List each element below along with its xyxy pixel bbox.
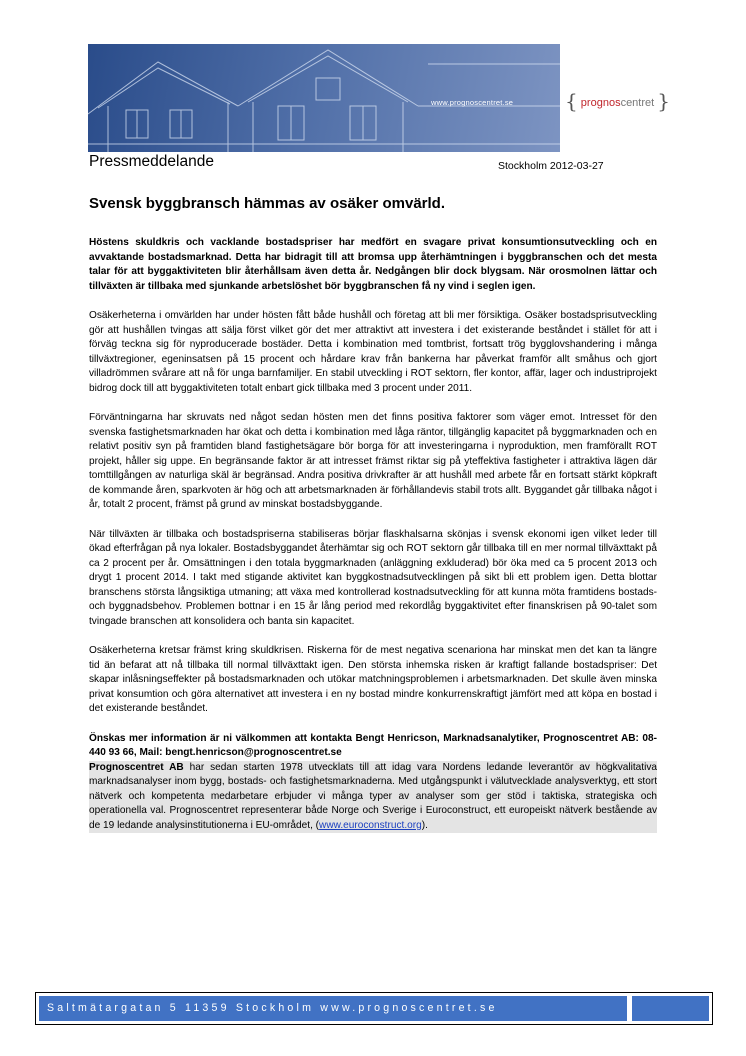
header-banner: [88, 44, 560, 152]
paragraph-3: När tillväxten är tillbaka och bostadspriserna stabiliseras börjar flaskhalsarna skönjas i svensk ekonomi igen vilket leder till ökad efterfrågan på nya lokaler. Bostadsbyggandet återhämtar sig och ROT sektorn går tillbaka till en mer normal tillväxttakt på ca 2 procent per år. Omsättningen i den totala byggmarknaden (anläggning exkluderad) bör öka med ca 5 procent 2013 och drygt 1 procent 2014. I takt med stigande aktivitet kan byggkostnadsutvecklingen på sikt bli ett problem igen. Detta blottar branschens största långsiktiga utmaning; att växa med kontrollerad kostnadsutveckling för att kunna möta framtidens bostads- och byggnadsbehov. Problemen bottnar i en 15 år lång period med rekordlåg byggaktivitet efter finanskrisen på 90-talet som tvingade branschen att konsolidera och banta sin kapacitet.: [89, 528, 657, 627]
about-end: ).: [421, 819, 428, 831]
paragraph-2: Förväntningarna har skruvats ned något sedan hösten men det finns positiva faktorer som väger emot. Intresset för den svenska fastighetsmarknaden har ökat och detta i kombination med låga räntor, tillgänglig kapacitet på byggmarknaden och en relativt positiv syn på framtiden bland fastighetsägare bör borga för att investeringarna i nyproduktion, men framförallt ROT projekt, håller sig uppe. En begränsande faktor är att intresset främst riktar sig på yteffektiva fastigheter i attraktiva lägen där tomttillgången av naturliga skäl är begränsad. Andra positiva drivkrafter är att hushåll med arbete får en fortsatt stärkt köpkraft de kommande åren, sparkvoten är hög och att arbetsmarknaden är förhållandevis stabil trots allt. Byggandet går tillbaka något i år, totalt 2 procent, främst på grund av minskat bostadsbyggande.: [89, 412, 657, 510]
footer-address: Saltmätargatan 5 11359 Stockholm www.prognoscentret.se: [39, 996, 627, 1021]
paragraph-4: Osäkerheterna kretsar främst kring skuldkrisen. Riskerna för de mest negativa scenariona har minskat men det kan ta längre tid än befarat att nå tillbaka till normal tillväxttakt igen. Den största inhemska risken är kraftigt fallande bostadspriser: Det skapar inlåsningseffekter på bostadsmarknaden och utökar matchningsproblemen i arbetsmarknaden. Det skulle även minska privat konsumtion och göra alternativet att investera i en ny bostad mindre konkurrenskraftigt jämfört med att köpa en bostad i det existerande beståndet.: [89, 645, 657, 714]
lead-paragraph: Höstens skuldkris och vacklande bostadspriser har medfört en svagare privat konsumtionsutveckling och en avvaktande bostadsmarknad. Detta har bidragit till att bromsa upp återhämtningen i byggbranschen och det mesta talar för att byggaktiviteten blir återhållsam även detta år. Nedgången blir dock blygsam. När orosmolnen lättar och tillväxten är tillbaka med sjunkande arbetslöshet bör byggbranschen få ny vind i seglen igen.: [89, 237, 657, 292]
euroconstruct-link[interactable]: www.euroconstruct.org: [319, 819, 422, 831]
paragraph-1: Osäkerheterna i omvärlden har under hösten fått både hushåll och företag att bli mer försiktiga. Osäker bostadsprisutveckling gör att hushållen tvingas att sälja först vilket gör det mer attraktivt att investera i det existerande beståndet i stället för att i förväg teckna sig för nyproducerade bostäder. Detta i kombination med tomtbrist, fortsatt trög bygglovshandering i många tillväxtregioner, egeninsatsen på 15 procent och hårdare krav från bankerna har påverkat framför allt småhus och gjort villadrömmen svårare att nå för unga barnfamiljer. En stabil utveckling i ROT sektorn, fler kontor, affär, lager och industriprojekt bidrog dock till att byggaktiviteten totalt enbart gick tillbaka med 3 procent under 2011.: [89, 310, 657, 394]
footer-end-block: [632, 996, 709, 1021]
press-release-label: Pressmeddelande: [89, 153, 214, 170]
banner-website: www.prognoscentret.se: [431, 98, 514, 107]
press-release-date: Stockholm 2012-03-27: [498, 160, 604, 172]
company-about: [89, 761, 657, 834]
company-name: Prognoscentret AB: [89, 761, 184, 773]
headline: Svensk byggbransch hämmas av osäker omvärld.: [89, 195, 445, 212]
contact-info: Önskas mer information är ni välkommen att kontakta Bengt Henricson, Marknadsanalytiker, Prognoscentret AB: 08-440 93 66, Mail: bengt.henricson@prognoscentret.se: [89, 732, 657, 758]
article-body: [89, 236, 657, 833]
prognoscentret-logo: { prognoscentret }: [565, 89, 670, 113]
footer-bar: [35, 992, 713, 1025]
about-text: har sedan starten 1978 utvecklats till att idag vara Nordens ledande leverantör av högkvalitativa marknadsanalyser inom bygg, bostads- och fastighetsmarknaderna. Med utgångspunkt i välutvecklade analysverktyg, ett stort nätverk och kompetenta medarbetare erbjuder vi många typer av analyser som ger stöd i taktiska, strategiska och operationella val. Prognoscentret representerar både Norge och Sverige i Euroconstruct, ett europeiskt nätverk bestående av de 19 ledande analysinstitutionerna i EU-området, (: [89, 761, 657, 831]
